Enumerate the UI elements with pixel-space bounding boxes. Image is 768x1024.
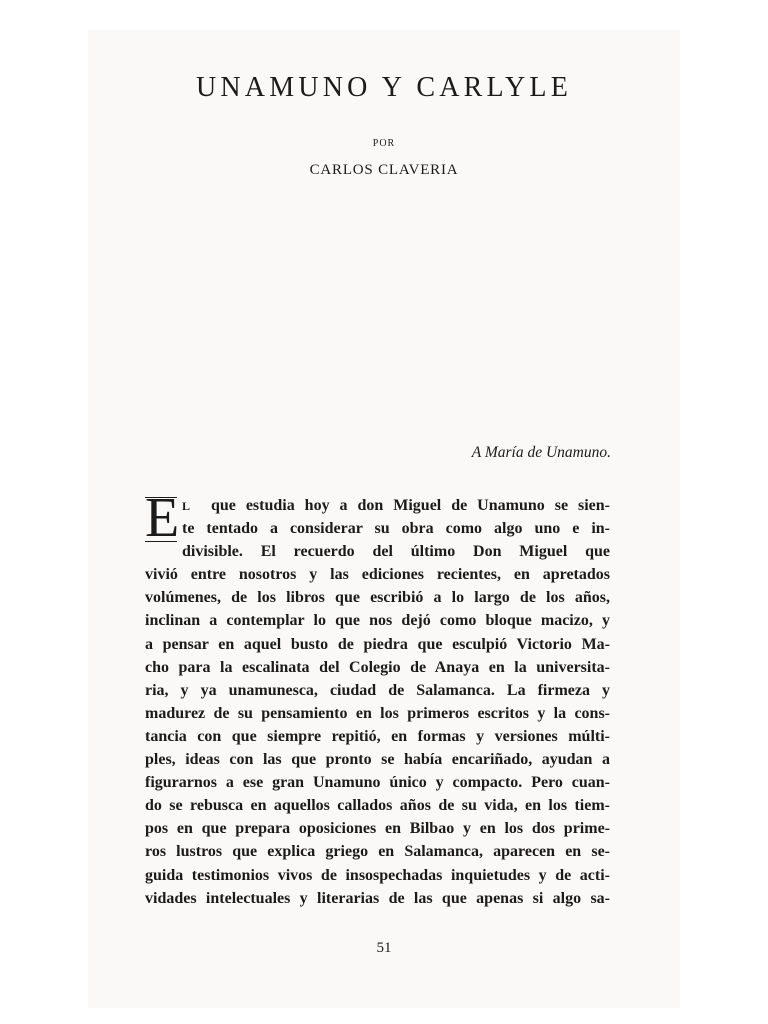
dedication: A María de Unamuno. (471, 444, 611, 461)
page-number: 51 (376, 940, 392, 956)
body-line: pos en que prepara oposiciones en Bilbao y en los dos prime- (145, 820, 610, 838)
body-line: ples, ideas con las que pronto se había encariñado, ayudan a (145, 751, 610, 769)
body-line (145, 494, 610, 517)
body-line: madurez de su pensamiento en los primeros escritos y la cons- (145, 704, 610, 722)
body-line: vivió entre nosotros y las ediciones recientes, en apretados (145, 566, 610, 584)
byline-prefix: POR (372, 138, 396, 149)
article-body (145, 494, 610, 910)
body-line: volúmenes, de los libros que escribió a lo largo de los años, (145, 589, 610, 607)
body-line: vidades intelectuales y literarias de las que apenas si algo sa- (145, 889, 610, 907)
drop-cap: E (145, 487, 180, 549)
body-line: te tentado a considerar su obra como algo uno e in- (182, 520, 610, 538)
body-line: divisible. El recuerdo del último Don Miguel que (182, 543, 610, 561)
body-line: do se rebusca en aquellos callados años de su vida, en los tiem- (145, 797, 610, 815)
author-name: CARLOS CLAVERIA (309, 162, 459, 178)
first-word-rest: L (182, 499, 192, 513)
body-line-text: que estudia hoy a don Miguel de Unamuno se sien- (210, 497, 611, 514)
article-title: UNAMUNO Y CARLYLE (195, 72, 573, 103)
body-line: a pensar en aquel busto de piedra que esculpió Victorio Ma- (145, 635, 610, 653)
body-line: guida testimonios vivos de insospechadas inquietudes y de acti- (145, 866, 610, 884)
body-line: tancia con que siempre repitió, en formas y versiones múlti- (145, 727, 610, 745)
body-line: cho para la escalinata del Colegio de Anaya en la universita- (145, 658, 610, 676)
body-line: inclinan a contemplar lo que nos dejó como bloque macizo, y (145, 612, 610, 630)
body-line: figurarnos a ese gran Unamuno único y compacto. Pero cuan- (145, 774, 610, 792)
body-line: ria, y ya unamunesca, ciudad de Salamanca. La firmeza y (145, 681, 610, 699)
body-line: ros lustros que explica griego en Salamanca, aparecen en se- (145, 843, 610, 861)
